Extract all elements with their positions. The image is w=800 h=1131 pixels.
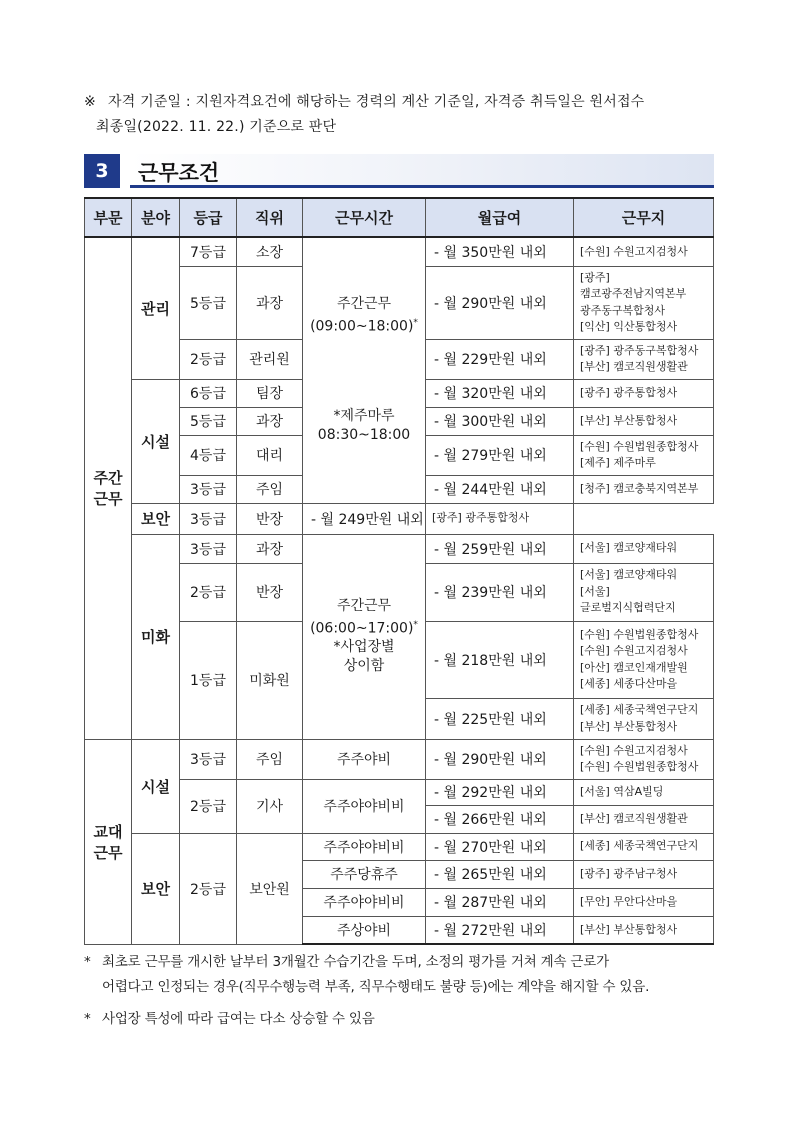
hours-time: (06:00~17:00) <box>310 620 414 637</box>
salary-cell: - 월 272만원 내외 <box>426 916 574 944</box>
workplace-cell <box>574 916 714 944</box>
workplace-line: 글로벌지식협력단지 <box>580 601 676 615</box>
hours-note: *사업장별 <box>333 639 395 656</box>
grade-cell: 3등급 <box>180 503 237 534</box>
table-row <box>85 534 714 563</box>
table-row <box>85 833 714 860</box>
hours-label: 주간근무 <box>336 597 392 614</box>
workplace-cell <box>574 805 714 833</box>
salary-cell: - 월 300만원 내외 <box>426 407 574 435</box>
position-cell: 반장 <box>237 563 303 621</box>
workplace-line: [수원] 수원고지검청사 <box>580 244 688 258</box>
grade-cell: 7등급 <box>180 237 237 266</box>
workplace-line: [광주] 광주통합청사 <box>580 385 678 399</box>
hours-jeju-note: *제주마루 <box>333 408 395 425</box>
salary-cell: - 월 266만원 내외 <box>426 805 574 833</box>
workplace-cell <box>574 534 714 563</box>
hours-label: 주간근무 <box>336 296 392 313</box>
workplace-cell <box>574 237 714 266</box>
workplace-line: [광주] <box>580 270 610 284</box>
workplace-line: [수원] 수원법원종합청사 <box>580 760 699 773</box>
grade-cell: 5등급 <box>180 266 237 339</box>
workplace-line: [수원] 수원고지검청사 <box>580 644 688 657</box>
hours-cell: 주주야비 <box>303 739 426 779</box>
workplace-line: [무안] 무안다산마을 <box>580 894 678 908</box>
salary-cell: - 월 218만원 내외 <box>426 621 574 698</box>
position-cell: 소장 <box>237 237 303 266</box>
salary-cell: - 월 249만원 내외 <box>303 503 426 534</box>
hours-jeju-time: 08:30~18:00 <box>317 427 411 444</box>
position-cell: 과장 <box>237 266 303 339</box>
position-cell: 대리 <box>237 435 303 475</box>
workplace-cell <box>574 833 714 860</box>
hours-note: 상이함 <box>343 658 385 675</box>
position-cell: 기사 <box>237 779 303 833</box>
workplace-cell <box>574 860 714 888</box>
field-security-shift: 보안 <box>132 833 180 944</box>
workplace-line: [부산] 부산통합청사 <box>580 413 678 427</box>
workplace-line: [세종] 세종국책연구단지 <box>580 839 699 853</box>
workplace-line: [서울] 역삼A빌딩 <box>580 784 664 798</box>
hours-time: (09:00~18:00) <box>310 319 414 336</box>
section-number: 3 <box>84 154 120 188</box>
hours-cell: 주주야야비비 <box>303 833 426 860</box>
workplace-line: [수원] 수원법원종합청사 <box>580 439 699 453</box>
grade-cell: 2등급 <box>180 779 237 833</box>
hours-mark: * <box>413 619 418 630</box>
workplace-line: [수원] 수원법원종합청사 <box>580 627 699 641</box>
workplace-line: [아산] 캠코인재개발원 <box>580 660 688 674</box>
hours-day-early <box>303 534 426 739</box>
workplace-line: [부산] 캠코직원생활관 <box>580 360 688 373</box>
position-cell: 미화원 <box>237 621 303 739</box>
hours-cell: 주주당휴주 <box>303 860 426 888</box>
footnote-mark: * <box>84 1011 91 1027</box>
position-cell: 주임 <box>237 475 303 503</box>
table-header-row <box>85 198 714 237</box>
workplace-cell <box>574 698 714 739</box>
footnote-line2: 어렵다고 인정되는 경우(직무수행능력 부족, 직무수행태도 불량 등)에는 계약을 해지할 수 있음. <box>102 979 650 995</box>
workplace-line: [부산] 캠코직원생활관 <box>580 811 688 825</box>
table-row <box>85 237 714 266</box>
grade-cell: 2등급 <box>180 833 237 944</box>
table-row <box>85 779 714 805</box>
workplace-cell <box>574 888 714 916</box>
hours-mark: * <box>413 318 418 329</box>
workplace-cell <box>574 739 714 779</box>
workplace-line: [광주] 광주남구청사 <box>580 866 678 880</box>
salary-cell: - 월 292만원 내외 <box>426 779 574 805</box>
field-cleaning: 미화 <box>132 534 180 739</box>
eligibility-note-line1: 자격 기준일 : 지원자격요건에 해당하는 경력의 계산 기준일, 자격증 취득일은 원서접수 <box>108 94 645 110</box>
header-workplace: 근무지 <box>574 198 714 237</box>
workplace-line: [수원] 수원고지검청사 <box>580 743 688 757</box>
workplace-cell <box>574 779 714 805</box>
workplace-line: [서울] 캠코양재타워 <box>580 568 678 582</box>
field-management: 관리 <box>132 237 180 379</box>
grade-cell: 4등급 <box>180 435 237 475</box>
salary-cell: - 월 270만원 내외 <box>426 833 574 860</box>
workplace-cell <box>574 621 714 698</box>
workplace-line: 캠코광주전남지역본부 <box>580 287 687 300</box>
position-cell: 보안원 <box>237 833 303 944</box>
eligibility-note-line2: 최종일(2022. 11. 22.) 기준으로 판단 <box>96 119 337 135</box>
header-division: 부문 <box>85 198 132 237</box>
grade-cell: 3등급 <box>180 739 237 779</box>
salary-cell: - 월 229만원 내외 <box>426 339 574 379</box>
section-title: 근무조건 <box>138 161 220 185</box>
field-security: 보안 <box>132 503 180 534</box>
field-facility-shift: 시설 <box>132 739 180 833</box>
footnote-line1: 최초로 근무를 개시한 날부터 3개월간 수습기간을 두며, 소정의 평가를 거쳐 계속 근로가 <box>102 954 609 970</box>
position-cell: 팀장 <box>237 379 303 407</box>
salary-cell: - 월 290만원 내외 <box>426 266 574 339</box>
workplace-line: [서울] <box>580 584 610 598</box>
salary-cell: - 월 239만원 내외 <box>426 563 574 621</box>
workplace-line: [부산] 부산통합청사 <box>580 719 678 733</box>
hours-cell: 주주야야비비 <box>303 888 426 916</box>
grade-cell: 6등급 <box>180 379 237 407</box>
header-field: 분야 <box>132 198 180 237</box>
workplace-cell <box>574 379 714 407</box>
salary-cell: - 월 225만원 내외 <box>426 698 574 739</box>
hours-day-standard <box>303 237 426 503</box>
category-rotating-shift: 교대 근무 <box>85 739 132 944</box>
salary-cell: - 월 287만원 내외 <box>426 888 574 916</box>
salary-cell: - 월 290만원 내외 <box>426 739 574 779</box>
section-header <box>84 154 714 188</box>
workplace-line: [제주] 제주마루 <box>580 456 656 469</box>
grade-cell: 3등급 <box>180 534 237 563</box>
position-cell: 반장 <box>237 503 303 534</box>
reference-mark: ※ <box>84 94 96 110</box>
workplace-cell <box>426 503 574 534</box>
table-row <box>85 503 714 534</box>
grade-cell: 2등급 <box>180 563 237 621</box>
position-cell: 관리원 <box>237 339 303 379</box>
position-cell: 과장 <box>237 407 303 435</box>
work-conditions-table <box>84 197 714 945</box>
workplace-line: [세종] 세종국책연구단지 <box>580 703 699 716</box>
workplace-line: [세종] 세종다산마을 <box>580 677 678 690</box>
footnote-line1: 사업장 특성에 따라 급여는 다소 상승할 수 있음 <box>102 1011 375 1027</box>
category-day-shift: 주간 근무 <box>85 237 132 739</box>
header-position: 직위 <box>237 198 303 237</box>
hours-cell: 주상야비 <box>303 916 426 944</box>
position-cell: 과장 <box>237 534 303 563</box>
header-grade: 등급 <box>180 198 237 237</box>
workplace-cell <box>574 407 714 435</box>
header-monthly-salary: 월급여 <box>426 198 574 237</box>
workplace-cell <box>574 266 714 339</box>
salary-cell: - 월 279만원 내외 <box>426 435 574 475</box>
hours-cell: 주주야야비비 <box>303 779 426 833</box>
salary-cell: - 월 244만원 내외 <box>426 475 574 503</box>
salary-cell: - 월 265만원 내외 <box>426 860 574 888</box>
workplace-line: [부산] 부산통합청사 <box>580 922 678 936</box>
workplace-cell <box>574 339 714 379</box>
table-row <box>85 739 714 779</box>
grade-cell: 1등급 <box>180 621 237 739</box>
workplace-cell <box>574 563 714 621</box>
grade-cell: 3등급 <box>180 475 237 503</box>
salary-cell: - 월 259만원 내외 <box>426 534 574 563</box>
grade-cell: 5등급 <box>180 407 237 435</box>
header-work-hours: 근무시간 <box>303 198 426 237</box>
workplace-line: 광주동구복합청사 <box>580 303 666 317</box>
salary-cell: - 월 320만원 내외 <box>426 379 574 407</box>
salary-cell: - 월 350만원 내외 <box>426 237 574 266</box>
grade-cell: 2등급 <box>180 339 237 379</box>
field-facility: 시설 <box>132 379 180 503</box>
workplace-line: [익산] 익산통합청사 <box>580 320 678 333</box>
workplace-line: [광주] 광주통합청사 <box>432 511 530 525</box>
workplace-line: [청주] 캠코충북지역본부 <box>580 481 699 495</box>
workplace-cell <box>574 475 714 503</box>
workplace-line: [광주] 광주동구복합청사 <box>580 343 699 357</box>
footnote-mark: * <box>84 954 91 970</box>
position-cell: 주임 <box>237 739 303 779</box>
workplace-line: [서울] 캠코양재타워 <box>580 541 678 555</box>
workplace-cell <box>574 435 714 475</box>
